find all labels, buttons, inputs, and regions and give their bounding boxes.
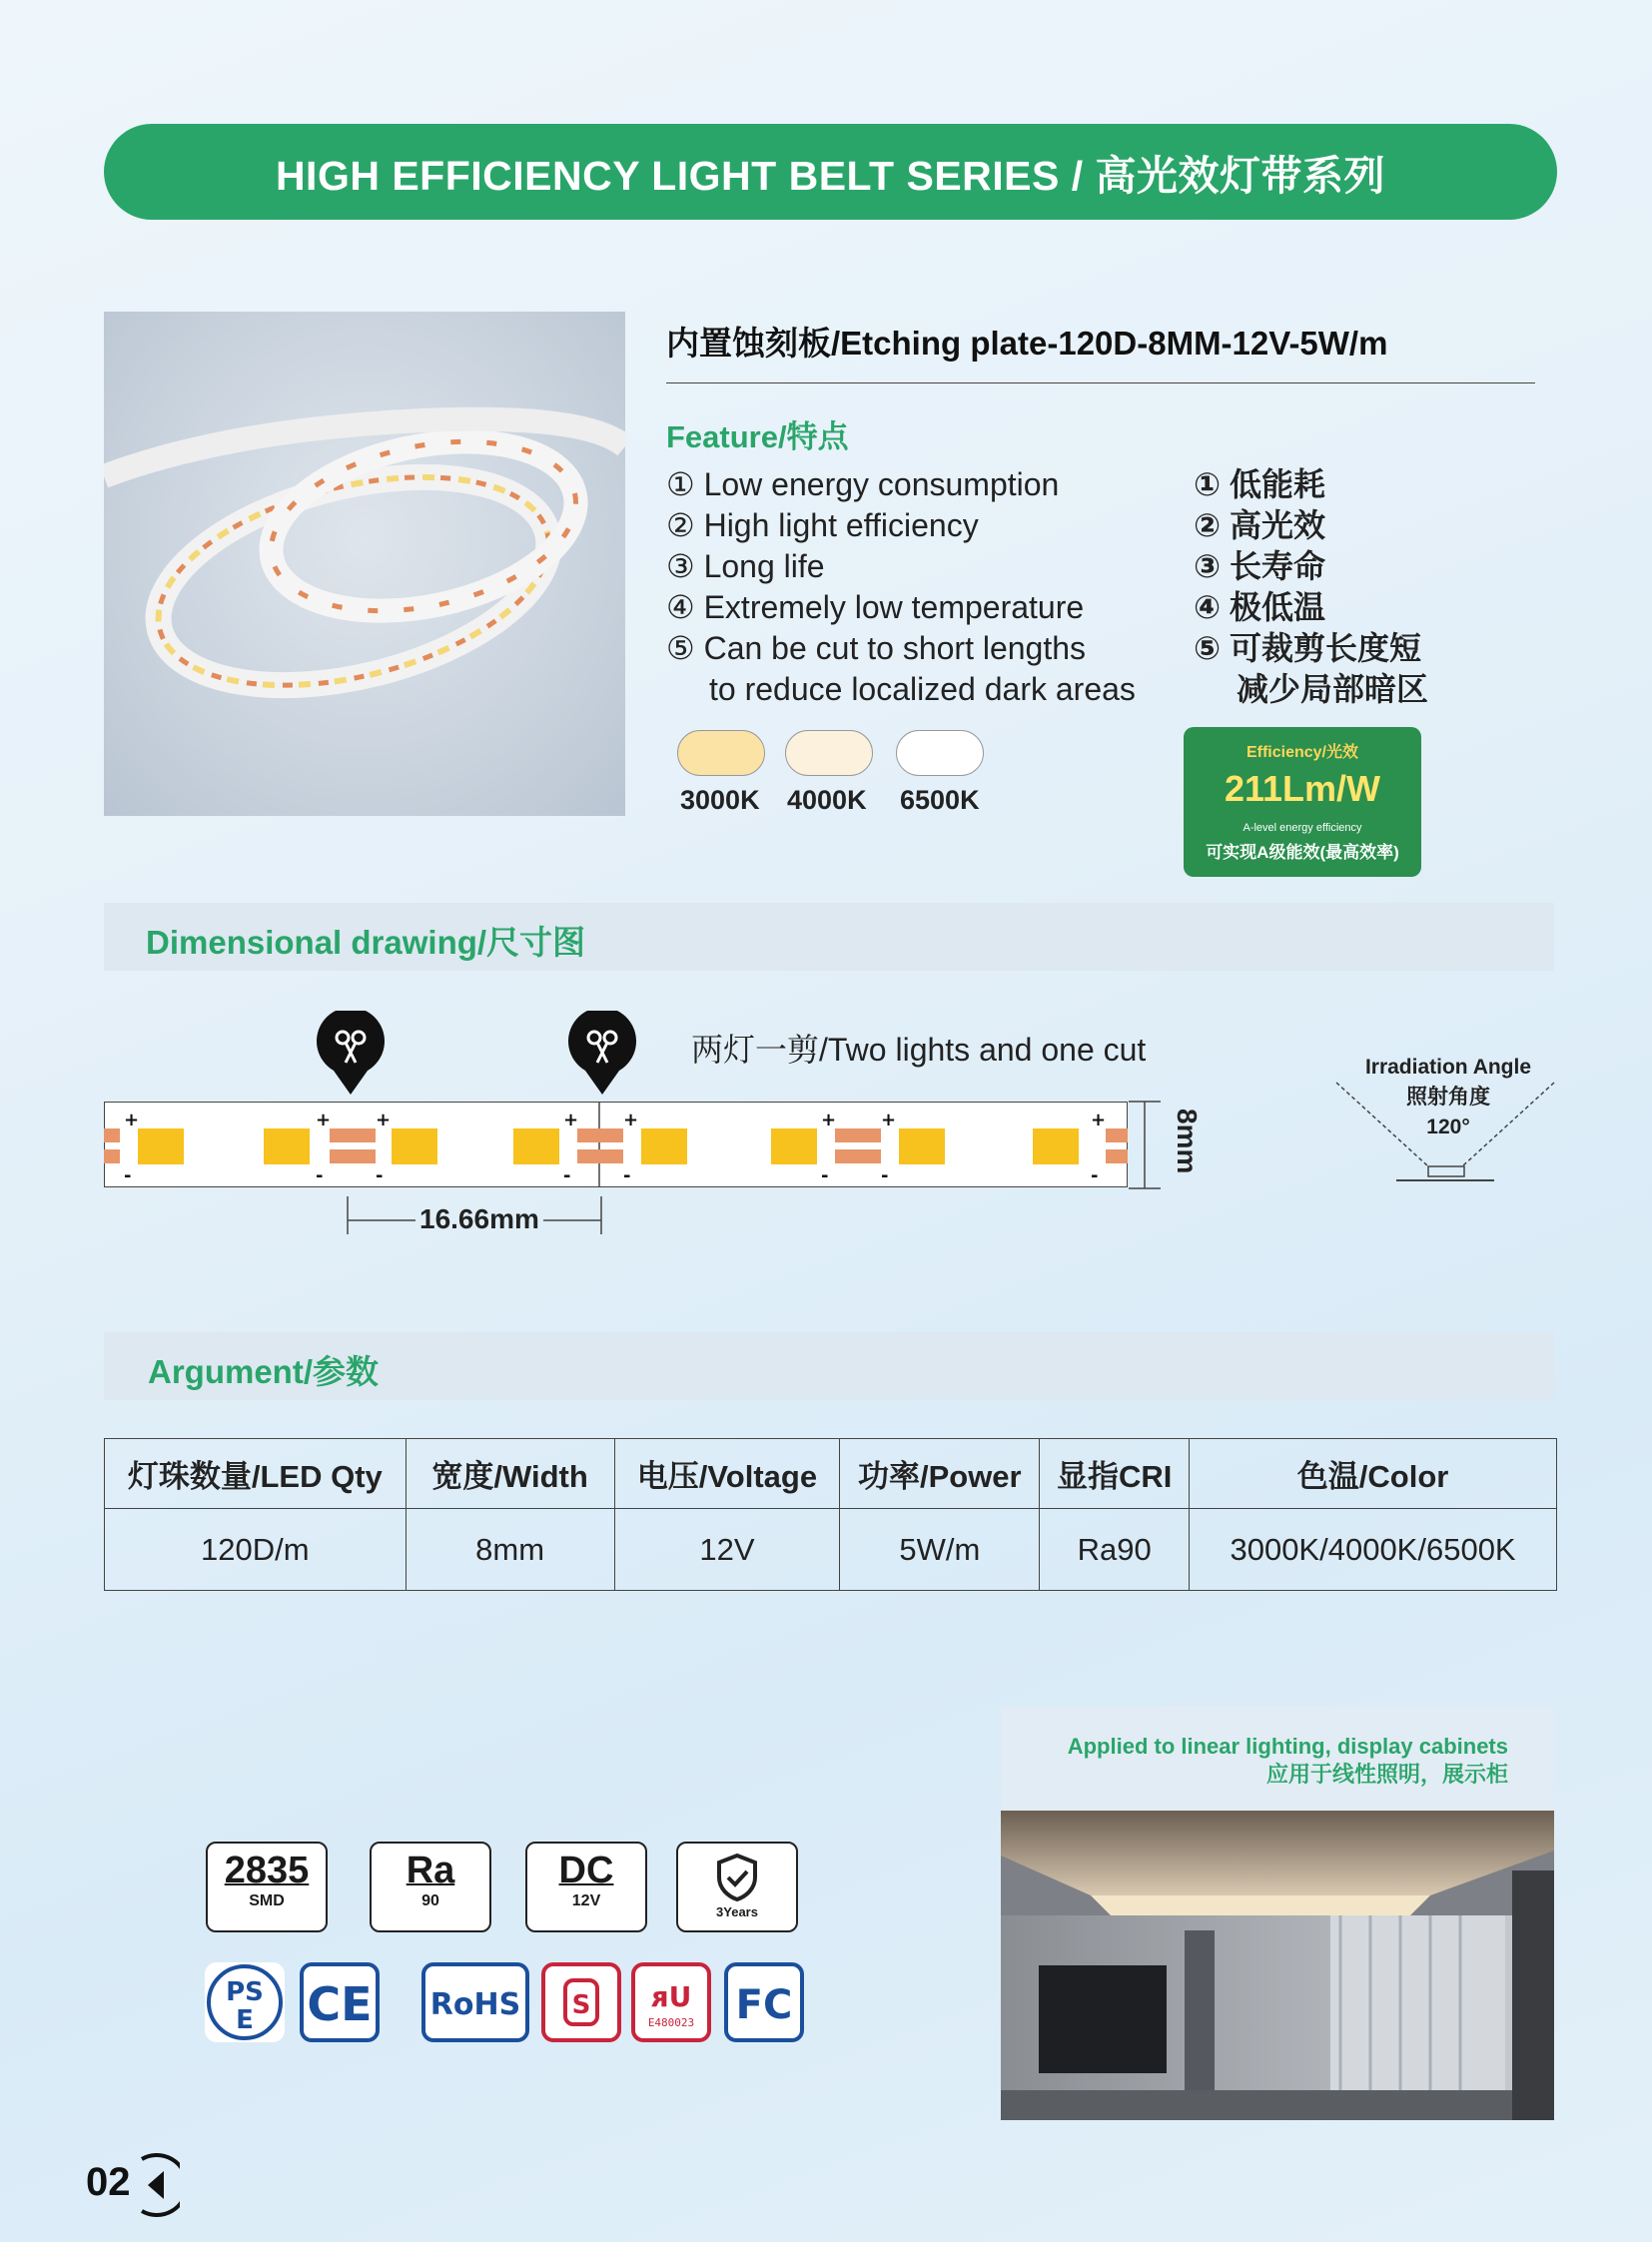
feature-item-cn: ④ 极低温 (1194, 589, 1325, 625)
efficiency-label: Efficiency/光效 (1245, 744, 1359, 761)
swatch-4000k (785, 730, 873, 776)
badge-cri-sub: 90 (421, 1892, 439, 1909)
feature-item: ④ Extremely low temperature (666, 589, 1085, 625)
svg-text:+: + (375, 1109, 391, 1130)
svg-text:-: - (820, 1164, 828, 1186)
spec-table (104, 1438, 1557, 1591)
badge-smd-sub: SMD (249, 1892, 285, 1909)
product-photo (104, 312, 625, 816)
pse-logo (205, 1962, 285, 2042)
irradiation-diagram (1332, 1079, 1558, 1188)
efficiency-note-cn: 可实现A级能效(最高效率) (1206, 843, 1399, 862)
application-caption-box (1001, 1707, 1554, 1811)
svg-text:+: + (123, 1109, 139, 1130)
shield-check-icon (711, 1852, 763, 1903)
led-strip-drawing (104, 1102, 1128, 1187)
badge-cri (370, 1842, 491, 1932)
swatch-label-3000k: 3000K (680, 785, 760, 815)
badge-warranty-sub: 3Years (716, 1904, 758, 1919)
swatch-label-4000k: 4000K (787, 785, 867, 815)
svg-text:+: + (315, 1109, 331, 1130)
application-caption (1068, 1733, 1508, 1789)
spec-header: 色温/Color (1190, 1439, 1557, 1509)
ce-logo (300, 1962, 380, 2042)
feature-item: ② High light efficiency (666, 507, 979, 543)
svg-text:E: E (236, 2005, 254, 2035)
swatch-label-6500k: 6500K (900, 785, 980, 815)
page-arrow-icon (128, 2149, 180, 2221)
dimensional-section-bar (104, 903, 1554, 971)
spec-header-row (105, 1439, 1557, 1509)
svg-text:PS: PS (226, 1977, 264, 2007)
swatch-6500k (896, 730, 984, 776)
svg-text:-: - (562, 1164, 570, 1186)
spec-value: 3000K/4000K/6500K (1190, 1509, 1557, 1591)
spec-header: 电压/Voltage (614, 1439, 840, 1509)
spec-value: 8mm (406, 1509, 614, 1591)
spec-value: 12V (614, 1509, 840, 1591)
swatch-3000k (677, 730, 765, 776)
spec-header: 功率/Power (840, 1439, 1040, 1509)
spacing-label: 16.66mm (419, 1203, 539, 1234)
feature-heading: Feature/特点 (666, 419, 849, 454)
svg-text:-: - (1090, 1164, 1098, 1186)
spec-value: Ra90 (1040, 1509, 1190, 1591)
feature-list-cn (1194, 464, 1428, 710)
application-cn: 应用于线性照明，展示柜 (1265, 1762, 1508, 1787)
svg-text:-: - (375, 1164, 383, 1186)
dimensional-heading: Dimensional drawing/尺寸图 (146, 924, 586, 961)
argument-heading: Argument/参数 (148, 1353, 379, 1390)
argument-section-bar (104, 1332, 1554, 1400)
spec-header: 灯珠数量/LED Qty (105, 1439, 407, 1509)
page-number: 02 (86, 2160, 131, 2204)
svg-text:+: + (820, 1109, 836, 1130)
spec-header: 宽度/Width (406, 1439, 614, 1509)
feature-item: ⑤ Can be cut to short lengths (666, 630, 1087, 666)
svg-text:+: + (562, 1109, 578, 1130)
feature-list-en (666, 464, 1136, 710)
efficiency-value: 211Lm/W (1224, 768, 1381, 809)
svg-text:+: + (622, 1109, 638, 1130)
badge-voltage-sub: 12V (571, 1892, 601, 1909)
application-en: Applied to linear lighting, display cabinets (1067, 1734, 1508, 1759)
ul-recognized-logo (631, 1962, 711, 2042)
series-title: HIGH EFFICIENCY LIGHT BELT SERIES / 高光效灯带系列 (275, 152, 1386, 199)
svg-text:FC: FC (735, 1982, 793, 2028)
application-photo (1001, 1811, 1554, 2120)
ul-listed-logo (541, 1962, 621, 2042)
badge-cri-main: Ra (406, 1850, 455, 1891)
spec-value: 5W/m (840, 1509, 1040, 1591)
feature-item: ③ Long life (666, 548, 825, 584)
feature-item-cn: 减少局部暗区 (1237, 671, 1429, 707)
svg-text:+: + (880, 1109, 896, 1130)
svg-text:CE: CE (307, 1977, 373, 2031)
irradiation-cn: 照射角度 (1406, 1086, 1490, 1109)
svg-text:ᴙU: ᴙU (650, 1980, 692, 2013)
feature-item-cn: ② 高光效 (1194, 507, 1325, 543)
badge-voltage-main: DC (558, 1850, 614, 1891)
irradiation-value: 120° (1426, 1116, 1470, 1138)
badge-warranty (676, 1842, 798, 1932)
spec-header: 显指CRI (1040, 1439, 1190, 1509)
svg-text:+: + (1090, 1109, 1106, 1130)
svg-text:-: - (880, 1164, 888, 1186)
scissors-icon (565, 1011, 639, 1097)
feature-item: to reduce localized dark areas (709, 671, 1136, 707)
width-label: 8mm (1172, 1109, 1203, 1174)
feature-item-cn: ⑤ 可裁剪长度短 (1194, 630, 1421, 666)
efficiency-badge (1184, 727, 1421, 877)
spec-value: 120D/m (105, 1509, 407, 1591)
badge-smd (206, 1842, 328, 1932)
product-title: 内置蚀刻板/Etching plate-120D-8MM-12V-5W/m (666, 318, 1535, 383)
spec-value-row (105, 1509, 1557, 1591)
svg-text:E480023: E480023 (647, 2016, 695, 2029)
badge-voltage (525, 1842, 647, 1932)
svg-text:S: S (571, 1990, 591, 2020)
feature-item-cn: ① 低能耗 (1194, 466, 1325, 502)
width-dimension-line (1127, 1099, 1163, 1192)
badge-smd-main: 2835 (224, 1850, 310, 1891)
cut-instruction: 两灯一剪/Two lights and one cut (691, 1032, 1147, 1068)
svg-text:-: - (315, 1164, 323, 1186)
scissors-icon (314, 1011, 388, 1097)
series-banner (104, 124, 1557, 220)
feature-item-cn: ③ 长寿命 (1194, 548, 1325, 584)
svg-text:-: - (123, 1164, 131, 1186)
feature-item: ① Low energy consumption (666, 466, 1060, 502)
fcc-logo (724, 1962, 804, 2042)
irradiation-title: Irradiation Angle (1364, 1056, 1532, 1079)
svg-text:RoHS: RoHS (429, 1987, 521, 2022)
efficiency-note-en: A-level energy efficiency (1242, 822, 1362, 834)
rohs-logo (421, 1962, 529, 2042)
svg-text:-: - (622, 1164, 630, 1186)
